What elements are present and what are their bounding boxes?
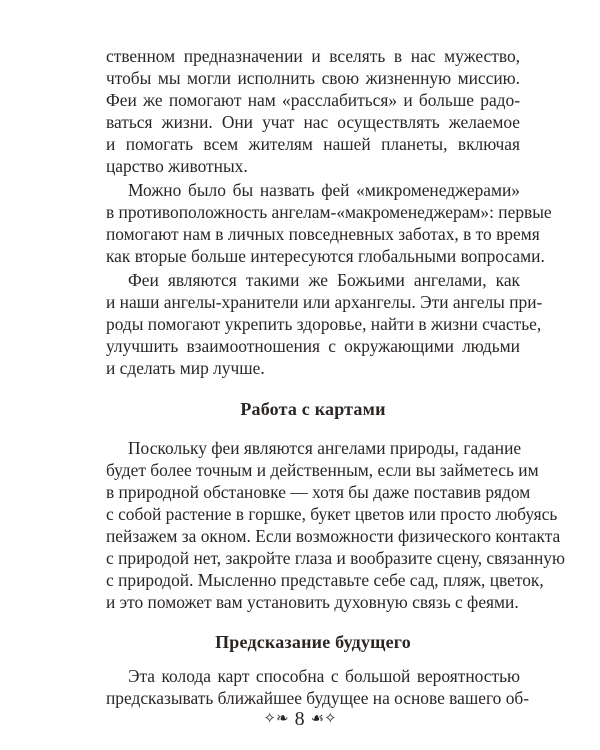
ornament-left-icon: ✧❧: [263, 711, 289, 727]
text-line: улучшить взаимоотношения с окружающими людьми: [106, 336, 520, 356]
text-line: помогают нам в личных повседневных заботах, в то время: [106, 224, 540, 244]
text-line: будет более точным и действенным, если вы займетесь им: [106, 460, 539, 480]
page-number: 8: [294, 708, 305, 730]
text-line: и помогать всем жителям нашей планеты, включая: [106, 134, 520, 154]
text-line: чтобы мы могли исполнить свою жизненную миссию.: [106, 68, 520, 88]
text-line: Эта колода карт способна с большой вероятностью: [128, 666, 520, 686]
page-footer: [0, 707, 600, 731]
text-line: в противоположность ангелам-«макроменеджерам»: первые: [106, 202, 552, 222]
text-line: Поскольку феи являются ангелами природы, гадание: [128, 438, 522, 458]
text-line: Феи же помогают нам «расслабиться» и больше радо-: [106, 90, 520, 110]
section-heading: Работа с картами: [240, 399, 386, 419]
text-line: ственном предназначении и вселять в нас мужество,: [106, 46, 520, 66]
text-line: и сделать мир лучше.: [106, 358, 265, 378]
text-line: и это поможет вам установить духовную связь с феями.: [106, 592, 519, 612]
text-line: с природой. Мысленно представьте себе сад, пляж, цветок,: [106, 570, 544, 590]
text-line: роды помогают укрепить здоровье, найти в жизни счастье,: [106, 314, 542, 334]
text-line: в природной обстановке — хотя бы даже поставив рядом: [106, 482, 531, 502]
text-line: Можно было бы назвать фей «микроменеджерами»: [128, 180, 520, 200]
text-line: ваться жизни. Они учат нас осуществлять желаемое: [106, 112, 520, 132]
ornament-right-icon: ☙✧: [310, 711, 337, 727]
text-line: как вторые больше интересуются глобальными вопросами.: [106, 246, 545, 266]
text-line: с собой растение в горшке, букет цветов или просто любуясь: [106, 504, 558, 524]
section-heading: Предсказание будущего: [215, 632, 411, 652]
text-line: Феи являются такими же Божьими ангелами, как: [128, 270, 520, 290]
text-line: и наши ангелы-хранители или архангелы. Эти ангелы при-: [106, 292, 543, 312]
text-line: с природой нет, закройте глаза и вообразите сцену, связанную: [106, 548, 565, 568]
text-line: царство животных.: [106, 156, 248, 176]
text-line: предсказывать ближайшее будущее на основе вашего об-: [106, 688, 530, 708]
text-line: пейзажем за окном. Если возможности физического контакта: [106, 526, 561, 546]
